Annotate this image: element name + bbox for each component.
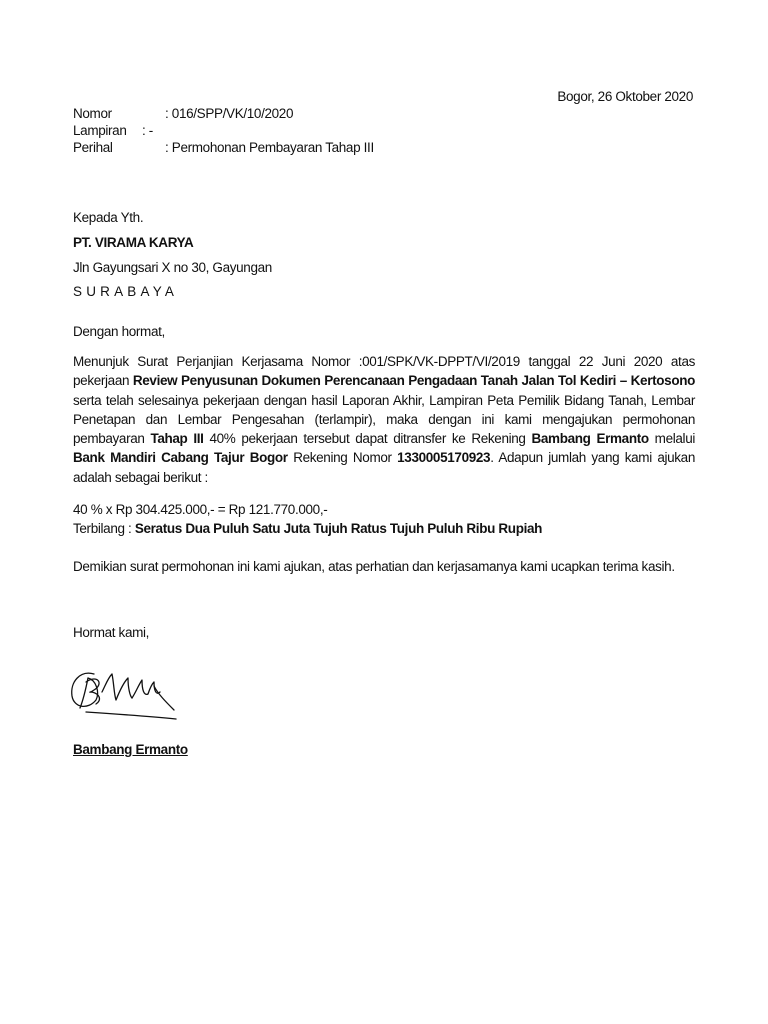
payment-stage: Tahap III	[150, 431, 204, 447]
signature-image	[66, 662, 186, 724]
closing-sentence: Demikian surat permohonan ini kami ajukan, atas perhatian dan kerjasamanya kami ucapkan terima kasih.	[73, 559, 675, 574]
nomor-label: Nomor	[73, 106, 112, 121]
account-number: 1330005170923	[397, 450, 491, 466]
body-text-1: Menunjuk Surat Perjanjian Kerjasama Nomor :001/SPK/VK-DPPT/VI/2019 tanggal 22 Juni 2020 atas pekerjaan	[73, 354, 695, 389]
signatory-name: Bambang Ermanto	[73, 742, 188, 757]
body-paragraph	[73, 352, 695, 487]
sign-off: Hormat kami,	[73, 625, 150, 640]
nomor-value: : 016/SPP/VK/10/2020	[165, 106, 294, 121]
perihal-label: Perihal	[73, 140, 113, 155]
perihal-value: : Permohonan Pembayaran Tahap III	[165, 140, 374, 155]
body-text-6: . Adapun jumlah yang kami ajukan adalah sebagai berikut :	[73, 450, 695, 485]
letter-date: Bogor, 26 Oktober 2020	[557, 89, 693, 104]
terbilang-value: Seratus Dua Puluh Satu Juta Tujuh Ratus Tujuh Puluh Ribu Rupiah	[134, 521, 543, 536]
recipient-salutation: Kepada Yth.	[73, 210, 144, 225]
project-name: Review Penyusunan Dokumen Perencanaan Pengadaan Tanah Jalan Tol Kediri – Kertosono	[132, 373, 696, 389]
recipient-city: SURABAYA	[73, 284, 179, 299]
greeting: Dengan hormat,	[73, 324, 165, 339]
body-text-4: melalui	[648, 431, 696, 447]
recipient-company: PT. VIRAMA KARYA	[73, 235, 194, 250]
body-text-5: Rekening Nomor	[287, 450, 398, 466]
terbilang-label: Terbilang :	[73, 521, 135, 536]
lampiran-value: : -	[142, 123, 153, 138]
body-text-3: 40% pekerjaan tersebut dapat ditransfer ke Rekening	[203, 431, 532, 447]
body-text-2: serta telah selesainya pekerjaan dengan hasil Laporan Akhir, Lampiran Peta Pemilik Bidang Tanah, Lembar Penetapan dan Lembar Pengesahan (terlampir), maka dengan ini kami mengajukan permohonan pembayaran	[73, 392, 695, 447]
bank-name: Bank Mandiri Cabang Tajur Bogor	[73, 450, 288, 466]
recipient-address: Jln Gayungsari X no 30, Gayungan	[73, 260, 272, 275]
terbilang-line	[73, 520, 542, 537]
lampiran-label: Lampiran	[73, 123, 127, 138]
calculation-line: 40 % x Rp 304.425.000,- = Rp 121.770.000,-	[73, 502, 328, 517]
account-holder: Bambang Ermanto	[531, 431, 649, 447]
